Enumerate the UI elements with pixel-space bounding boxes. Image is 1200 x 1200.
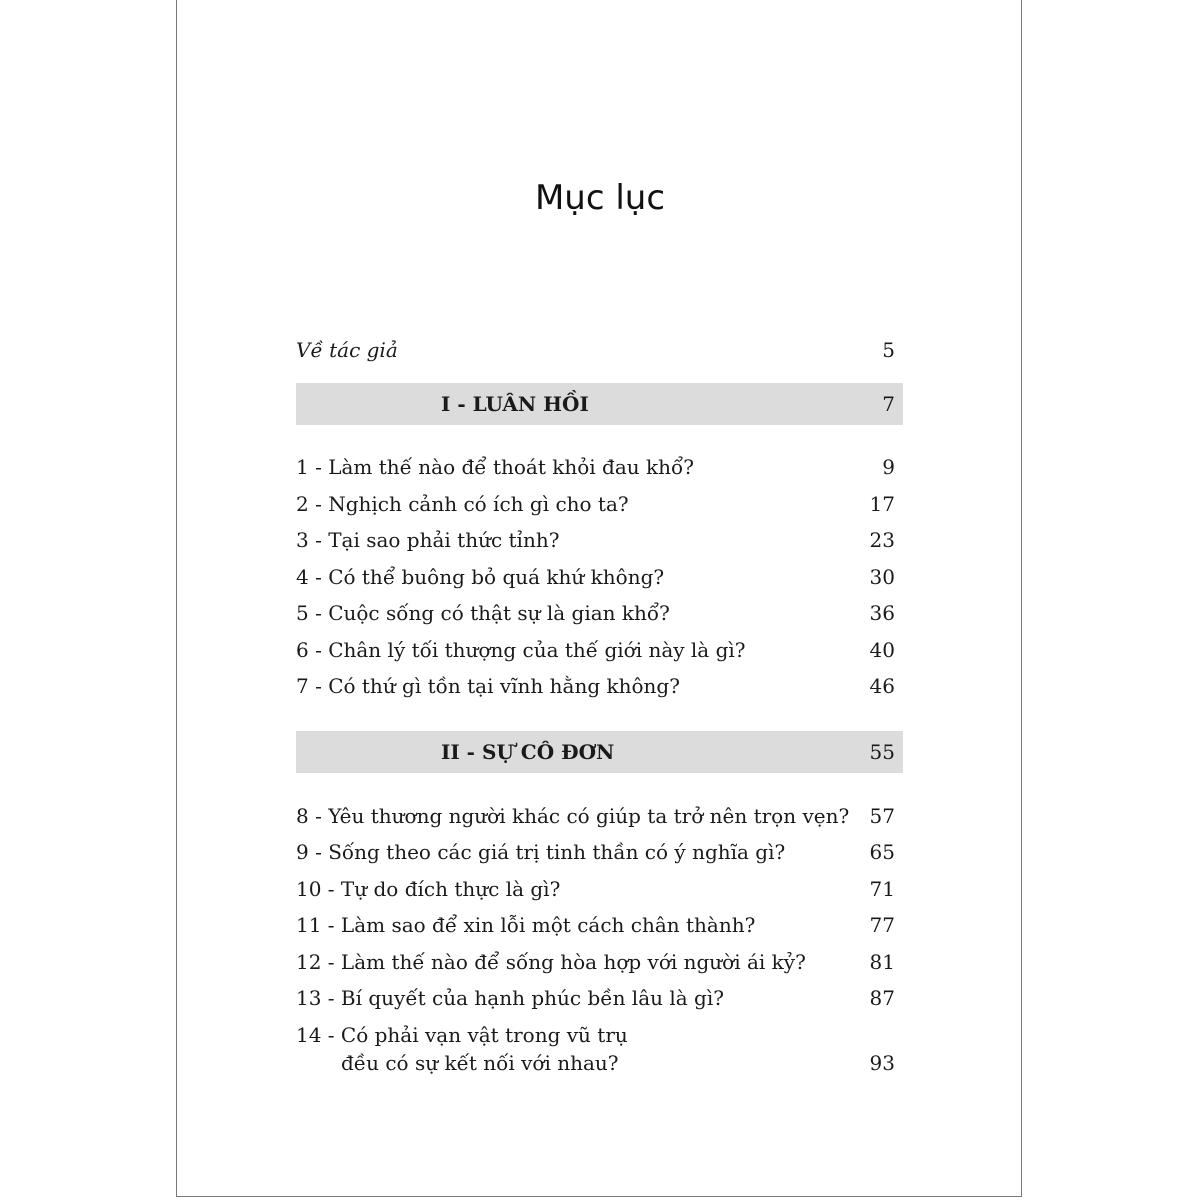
toc-entry-page: 36 <box>869 601 895 625</box>
toc-entry-page: 71 <box>869 877 895 901</box>
toc-entry-label: 9 - Sống theo các giá trị tinh thần có ý nghĩa gì? <box>296 840 786 864</box>
toc-entry[interactable] <box>296 799 895 833</box>
toc-entry-page: 57 <box>869 804 895 828</box>
toc-entry-page: 93 <box>869 1051 895 1075</box>
toc-entry[interactable] <box>296 633 895 667</box>
toc-entry-label: 7 - Có thứ gì tồn tại vĩnh hằng không? <box>296 674 680 698</box>
toc-entry[interactable] <box>296 487 895 521</box>
toc-entry-label: 3 - Tại sao phải thức tỉnh? <box>296 528 560 552</box>
toc-entry-label: 10 - Tự do đích thực là gì? <box>296 877 561 901</box>
toc-entry-page: 17 <box>869 492 895 516</box>
toc-entry-label-continued: đều có sự kết nối với nhau? <box>341 1051 619 1075</box>
toc-entry[interactable] <box>296 908 895 942</box>
toc-entry-page: 9 <box>882 455 895 479</box>
toc-entry-page: 81 <box>869 950 895 974</box>
toc-entry-page: 23 <box>869 528 895 552</box>
toc-entry[interactable] <box>296 835 895 869</box>
toc-section-1[interactable] <box>296 383 903 425</box>
toc-entry[interactable] <box>296 981 895 1015</box>
toc-entry[interactable] <box>296 560 895 594</box>
toc-section-2[interactable] <box>296 731 903 773</box>
toc-entry-label: 13 - Bí quyết của hạnh phúc bền lâu là gì? <box>296 986 724 1010</box>
toc-entry-label: 2 - Nghịch cảnh có ích gì cho ta? <box>296 492 629 516</box>
toc-entry-label: 8 - Yêu thương người khác có giúp ta trở nên trọn vẹn? <box>296 804 850 828</box>
toc-entry-label: 4 - Có thể buông bỏ quá khứ không? <box>296 565 665 589</box>
toc-entry-page: 87 <box>869 986 895 1010</box>
toc-entry[interactable] <box>296 1018 895 1088</box>
toc-section-page: 7 <box>882 392 895 416</box>
toc-entry[interactable] <box>296 669 895 703</box>
toc-entry-label: Về tác giả <box>296 338 398 362</box>
toc-entry-label: 12 - Làm thế nào để sống hòa hợp với người ái kỷ? <box>296 950 806 974</box>
toc-section-label: I - LUÂN HỒI <box>441 392 589 416</box>
toc-entry-page: 30 <box>869 565 895 589</box>
toc-entry[interactable] <box>296 523 895 557</box>
toc-entry[interactable] <box>296 450 895 484</box>
toc-entry-page: 46 <box>869 674 895 698</box>
page-title: Mục lục <box>534 178 666 218</box>
toc-entry-page: 65 <box>869 840 895 864</box>
toc-entry-page: 40 <box>869 638 895 662</box>
toc-entry[interactable] <box>296 872 895 906</box>
toc-entry-label: 11 - Làm sao để xin lỗi một cách chân thành? <box>296 913 756 937</box>
toc-entry[interactable] <box>296 945 895 979</box>
toc-section-label: II - SỰ CÔ ĐƠN <box>441 740 615 764</box>
toc-entry-label: 14 - Có phải vạn vật trong vũ trụ <box>296 1023 628 1047</box>
toc-entry-label: 1 - Làm thế nào để thoát khỏi đau khổ? <box>296 455 694 479</box>
toc-entry-label: 6 - Chân lý tối thượng của thế giới này là gì? <box>296 638 746 662</box>
toc-entry-label: 5 - Cuộc sống có thật sự là gian khổ? <box>296 601 670 625</box>
toc-entry-about-author[interactable] <box>296 333 895 367</box>
toc-entry[interactable] <box>296 596 895 630</box>
toc-entry-page: 77 <box>869 913 895 937</box>
toc-entry-page: 5 <box>882 338 895 362</box>
toc-section-page: 55 <box>869 740 895 764</box>
